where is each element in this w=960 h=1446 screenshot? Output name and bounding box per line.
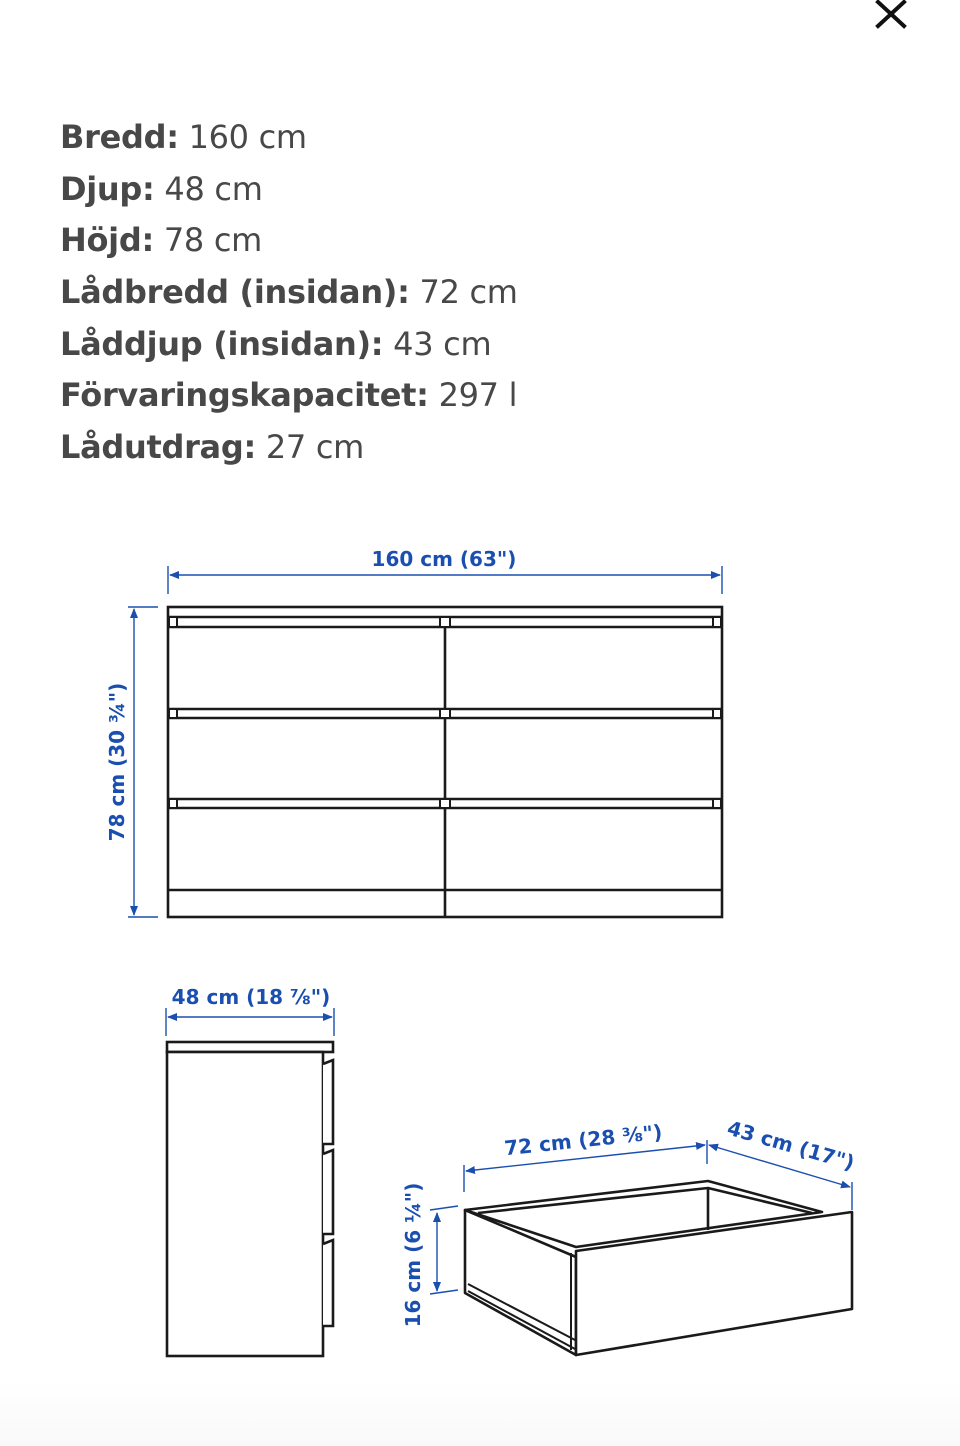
spec-label: Låddjup (insidan): bbox=[60, 324, 384, 363]
bottom-fade bbox=[0, 1380, 960, 1446]
side-view bbox=[166, 985, 334, 1356]
spec-label: Höjd: bbox=[60, 221, 154, 260]
close-button[interactable] bbox=[868, 0, 914, 30]
close-icon bbox=[878, 2, 904, 26]
side-depth-label: 48 cm (18 ⅞") bbox=[171, 985, 331, 1009]
front-width-label: 160 cm (63") bbox=[371, 547, 517, 571]
spec-label: Förvaringskapacitet: bbox=[60, 376, 429, 415]
product-dimensions-list bbox=[60, 112, 518, 474]
spec-value: 72 cm bbox=[419, 273, 518, 312]
spec-label: Djup: bbox=[60, 169, 155, 208]
spec-value: 297 l bbox=[438, 376, 518, 415]
drawer-height-label: 16 cm (6 ¼") bbox=[401, 1182, 425, 1328]
spec-depth bbox=[60, 164, 518, 216]
front-height-dimension bbox=[128, 607, 158, 917]
dresser-front-outline bbox=[168, 607, 722, 917]
spec-value: 27 cm bbox=[265, 428, 365, 467]
side-depth-dimension bbox=[166, 1008, 334, 1036]
front-height-label: 78 cm (30 ¾") bbox=[105, 682, 129, 842]
spec-value: 43 cm bbox=[393, 324, 492, 363]
spec-width bbox=[60, 112, 518, 164]
drawer-view bbox=[401, 1116, 857, 1355]
spec-label: Lådutdrag: bbox=[60, 428, 256, 467]
drawer-rail-blocks bbox=[169, 617, 721, 808]
spec-drawer-width bbox=[60, 267, 518, 319]
spec-storage-capacity bbox=[60, 370, 518, 422]
front-view bbox=[105, 547, 722, 917]
drawer-width-dimension bbox=[430, 1140, 852, 1294]
drawer-depth-label: 43 cm (17") bbox=[724, 1115, 858, 1175]
spec-value: 48 cm bbox=[164, 169, 263, 208]
spec-value: 160 cm bbox=[188, 118, 307, 156]
spec-drawer-extension bbox=[60, 422, 518, 474]
drawer-width-label: 72 cm (28 ⅜") bbox=[503, 1119, 664, 1161]
drawer-outline bbox=[465, 1181, 852, 1355]
spec-drawer-depth bbox=[60, 319, 518, 371]
spec-label: Bredd: bbox=[60, 118, 179, 156]
dresser-side-outline bbox=[167, 1042, 333, 1356]
spec-height bbox=[60, 215, 518, 267]
spec-value: 78 cm bbox=[163, 221, 262, 260]
spec-label: Lådbredd (insidan): bbox=[60, 273, 410, 312]
front-width-dimension bbox=[168, 566, 722, 594]
